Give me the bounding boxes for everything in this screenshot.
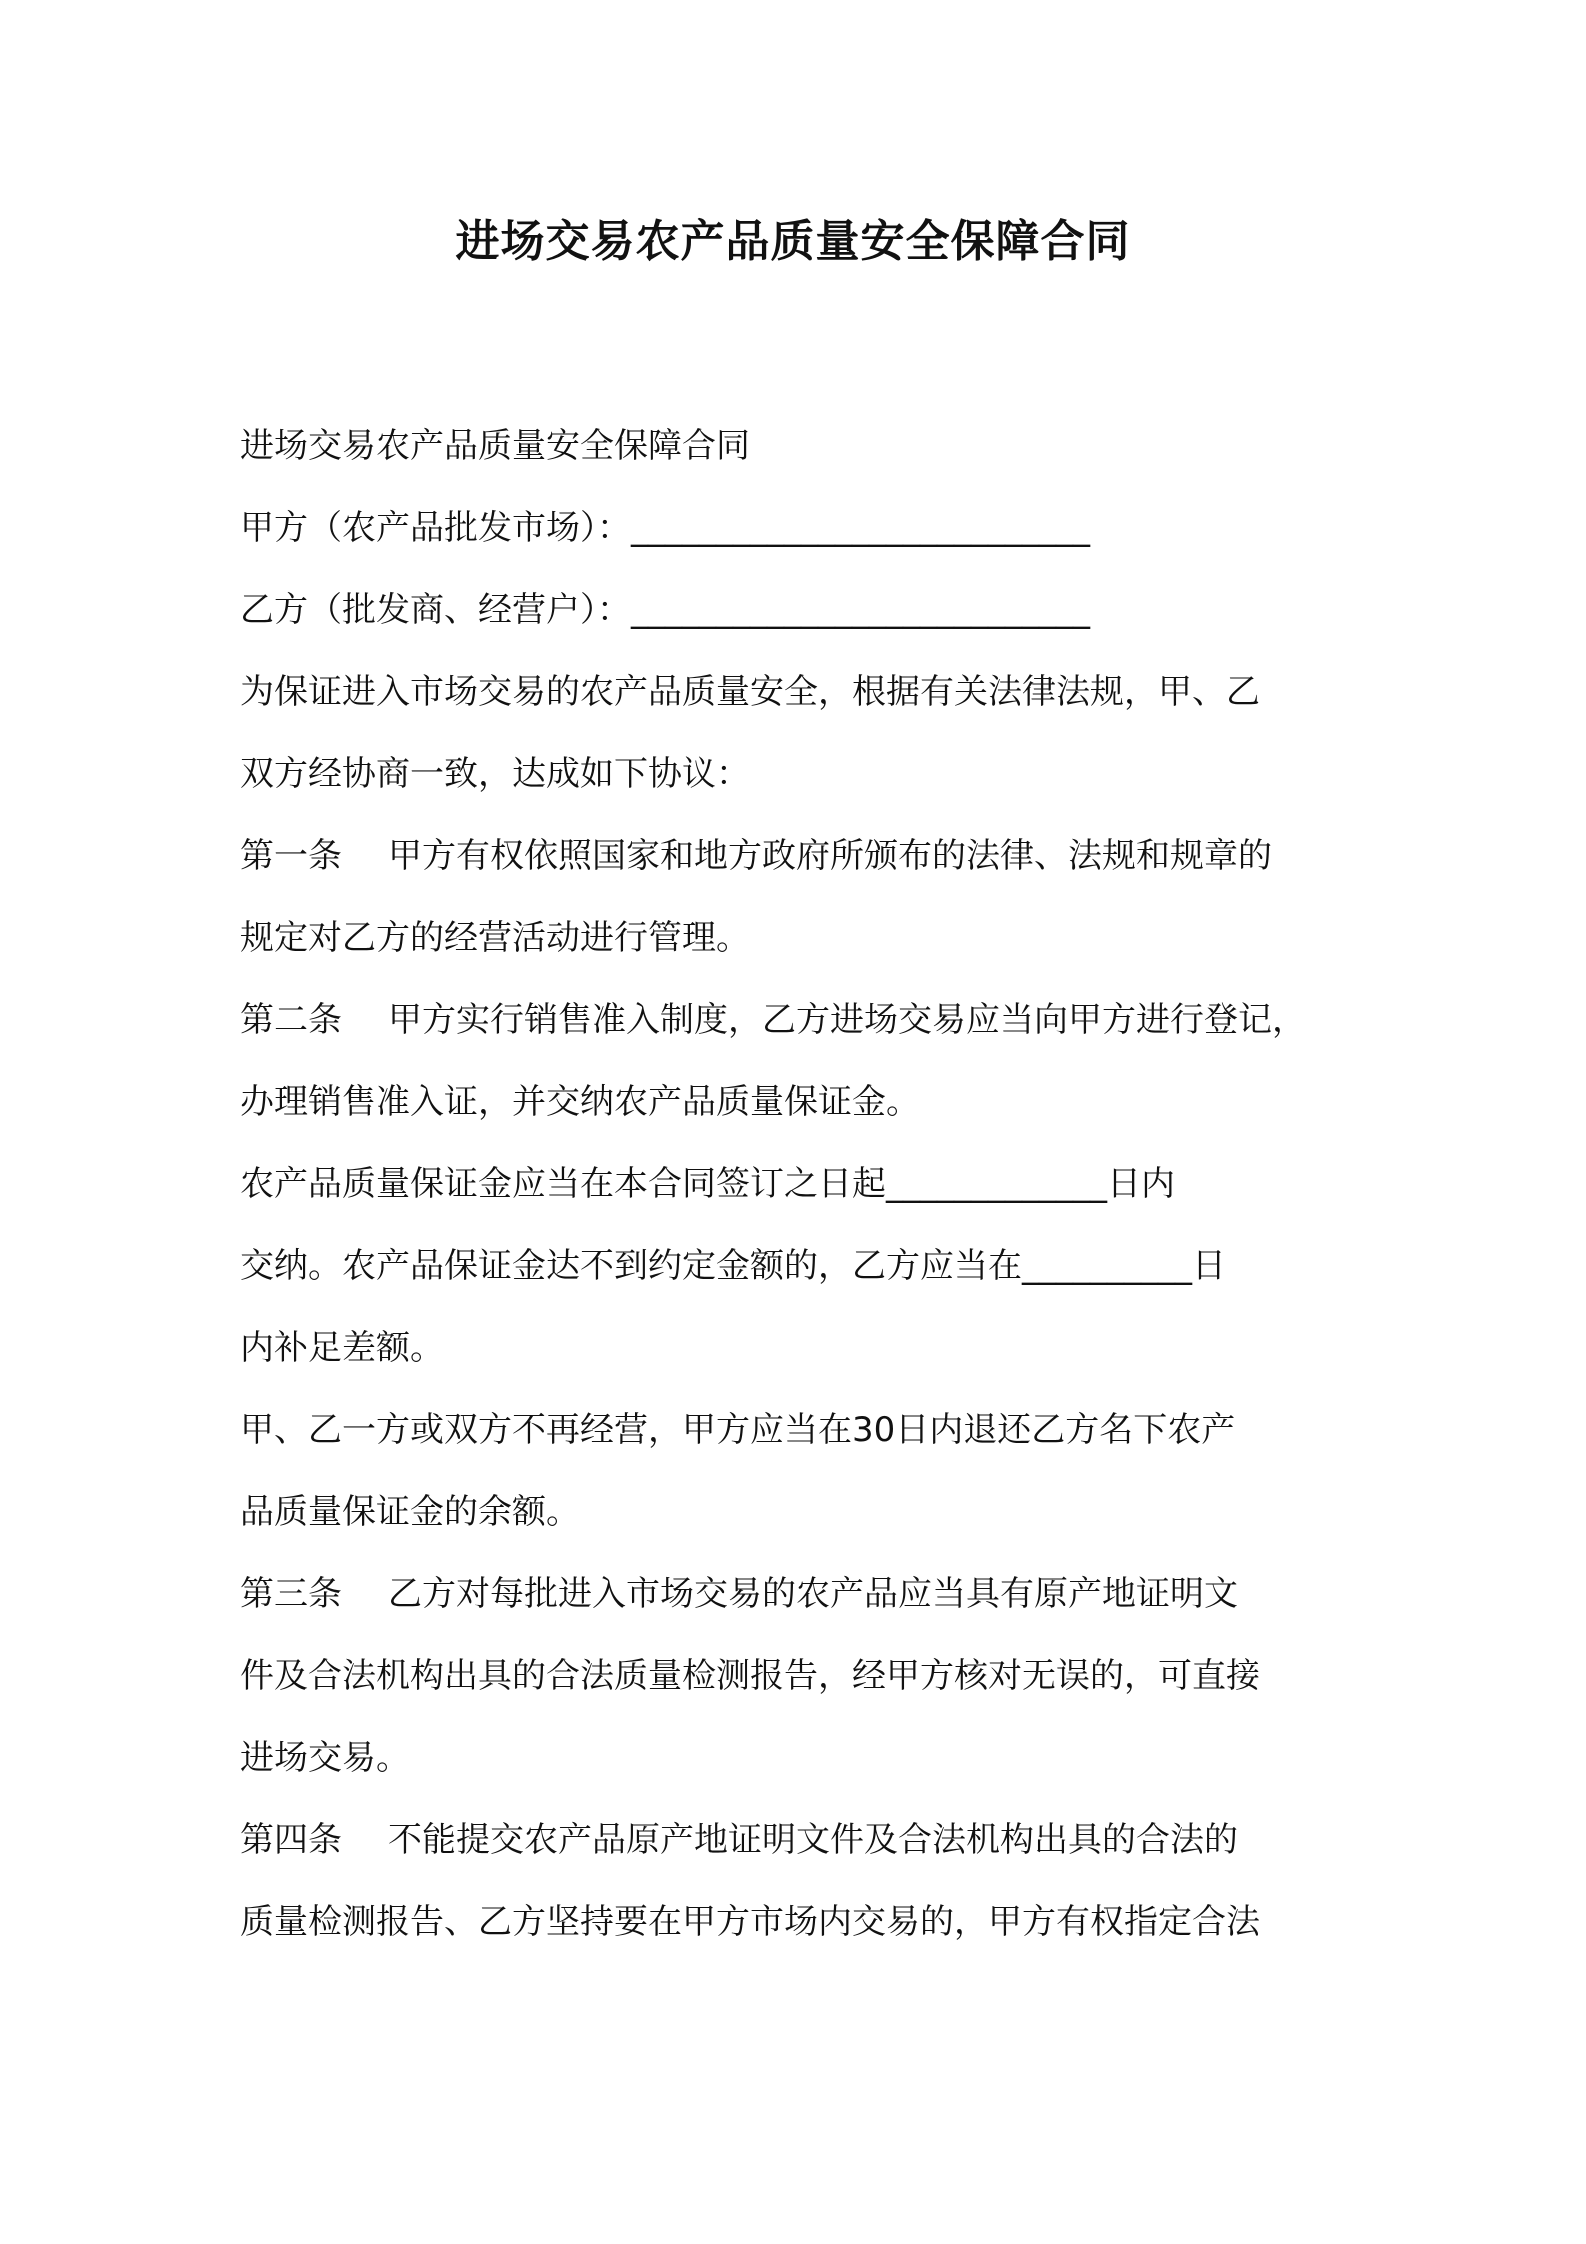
preamble-line [240, 651, 1358, 733]
article-4-line [240, 1881, 1358, 1963]
line-text: 品质量保证金的余额。 [240, 1492, 580, 1532]
article-1-line [240, 815, 1358, 897]
article-3-line [240, 1717, 1358, 1799]
document-title: 进场交易农产品质量安全保障合同 [455, 216, 1131, 267]
subtitle-line [240, 405, 1358, 487]
line-text: 办理销售准入证，并交纳农产品质量保证金。 [240, 1082, 920, 1122]
article-1-line [240, 897, 1358, 979]
refund-line [240, 1389, 1358, 1471]
article-4-line [240, 1799, 1358, 1881]
deposit-line [240, 1143, 1358, 1225]
line-text: 农产品质量保证金应当在本合同签订之日起_____________日内 [240, 1164, 1175, 1204]
article-3-line [240, 1635, 1358, 1717]
line-text: 不能提交农产品原产地证明文件及合法机构出具的合法的 [388, 1820, 1238, 1860]
article-3-line [240, 1553, 1358, 1635]
line-text: 交纳。农产品保证金达不到约定金额的，乙方应当在__________日 [240, 1246, 1226, 1286]
line-text: 甲方有权依照国家和地方政府所颁布的法律、法规和规章的 [388, 836, 1272, 876]
article-2-line [240, 1061, 1358, 1143]
article-number: 第三条 [240, 1574, 342, 1614]
line-text: 乙方对每批进入市场交易的农产品应当具有原产地证明文 [388, 1574, 1238, 1614]
line-text: 乙方（批发商、经营户）：___________________________ [240, 590, 1090, 630]
party-a-line [240, 487, 1358, 569]
article-2-line [240, 979, 1358, 1061]
line-text: 质量检测报告、乙方坚持要在甲方市场内交易的，甲方有权指定合法 [240, 1902, 1260, 1942]
deposit-line [240, 1307, 1358, 1389]
document-body [240, 405, 1358, 1963]
line-text: 进场交易。 [240, 1738, 410, 1778]
deposit-line [240, 1225, 1358, 1307]
line-text: 进场交易农产品质量安全保障合同 [240, 426, 750, 466]
party-b-line [240, 569, 1358, 651]
line-text: 甲、乙一方或双方不再经营，甲方应当在30日内退还乙方名下农产 [240, 1410, 1236, 1450]
article-number: 第四条 [240, 1820, 342, 1860]
line-text: 为保证进入市场交易的农产品质量安全，根据有关法律法规，甲、乙 [240, 672, 1260, 712]
line-text: 内补足差额。 [240, 1328, 444, 1368]
article-number: 第一条 [240, 836, 342, 876]
line-text: 甲方（农产品批发市场）：___________________________ [240, 508, 1090, 548]
refund-line [240, 1471, 1358, 1553]
article-number: 第二条 [240, 1000, 342, 1040]
line-text: 甲方实行销售准入制度，乙方进场交易应当向甲方进行登记， [388, 1000, 1306, 1040]
line-text: 规定对乙方的经营活动进行管理。 [240, 918, 750, 958]
line-text: 件及合法机构出具的合法质量检测报告，经甲方核对无误的，可直接 [240, 1656, 1260, 1696]
preamble-line [240, 733, 1358, 815]
line-text: 双方经协商一致，达成如下协议： [240, 754, 750, 794]
